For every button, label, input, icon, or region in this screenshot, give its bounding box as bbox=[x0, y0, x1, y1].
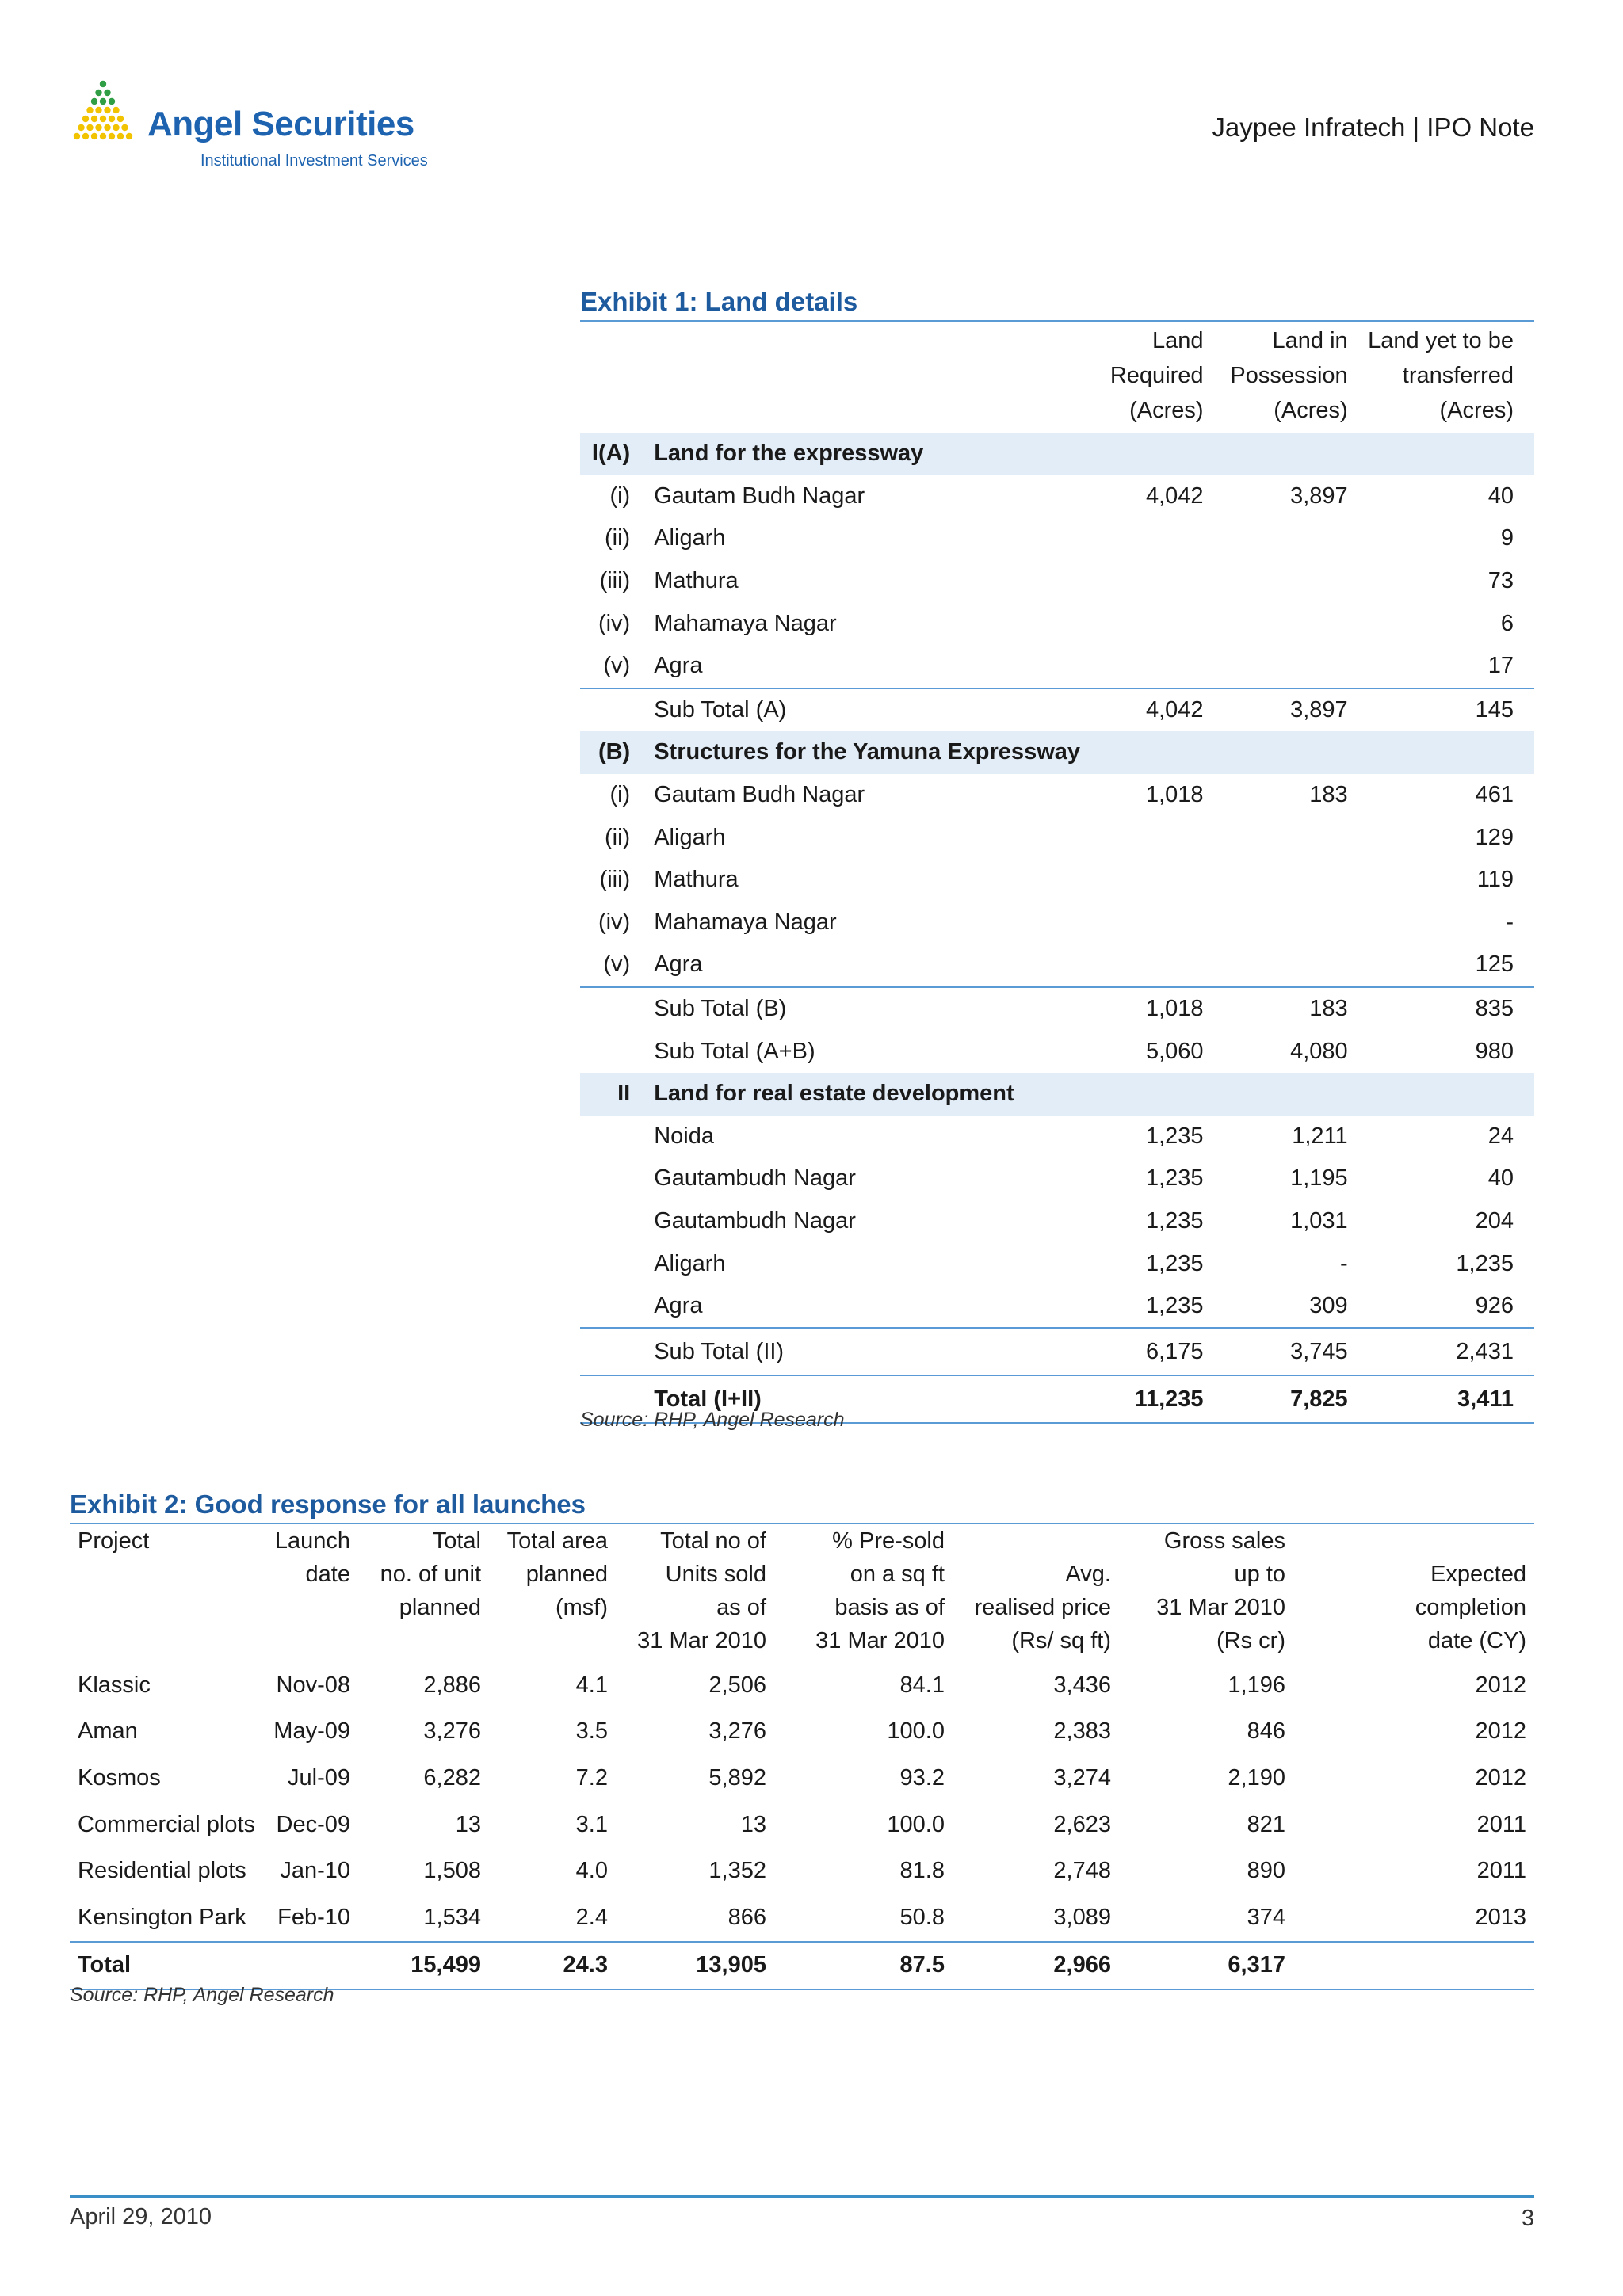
completion-date: 2012 bbox=[1475, 1672, 1526, 1698]
row-label: Agra bbox=[654, 653, 703, 679]
row-label: Land for the expressway bbox=[641, 433, 1080, 475]
row-index bbox=[580, 1285, 641, 1329]
project-name: Kensington Park bbox=[78, 1904, 246, 1930]
table-header-row bbox=[70, 1524, 1534, 1662]
land-possession-value bbox=[1209, 433, 1353, 475]
gross-sales: 374 bbox=[1247, 1904, 1285, 1930]
row-index bbox=[580, 987, 641, 1031]
exhibit1-source: Source: RHP, Angel Research bbox=[580, 1409, 845, 1431]
land-possession-value: 1,195 bbox=[1290, 1165, 1348, 1192]
completion-date bbox=[1293, 1942, 1534, 1990]
land-yet-value: 835 bbox=[1353, 987, 1534, 1031]
header-launch: Launch date bbox=[274, 1528, 350, 1587]
land-yet-value: 204 bbox=[1475, 1207, 1514, 1234]
row-label: Mahamaya Nagar bbox=[654, 610, 837, 636]
land-possession-value: 3,897 bbox=[1290, 482, 1348, 509]
area-planned: 4.1 bbox=[575, 1672, 608, 1698]
land-possession-value bbox=[1209, 560, 1353, 603]
land-possession-value: 3,897 bbox=[1209, 688, 1353, 732]
land-yet-value: - bbox=[1506, 909, 1514, 935]
land-yet-value: 129 bbox=[1475, 824, 1514, 850]
table-row bbox=[70, 1709, 1534, 1756]
land-yet-value: 40 bbox=[1487, 482, 1514, 509]
presold-percent: 100.0 bbox=[887, 1718, 945, 1745]
land-required-value bbox=[1080, 517, 1209, 560]
presold-percent: 81.8 bbox=[899, 1858, 945, 1884]
row-index: (B) bbox=[580, 731, 641, 774]
presold-percent: 100.0 bbox=[887, 1811, 945, 1837]
gross-sales: 890 bbox=[1247, 1858, 1285, 1884]
row-index: (i) bbox=[609, 482, 631, 509]
land-possession-value bbox=[1209, 517, 1353, 560]
land-yet-value: 24 bbox=[1487, 1123, 1514, 1149]
row-label: Structures for the Yamuna Expressway bbox=[641, 731, 1080, 774]
footer-date: April 29, 2010 bbox=[70, 2204, 212, 2229]
land-possession-value: 7,825 bbox=[1209, 1375, 1353, 1423]
completion-date: 2012 bbox=[1475, 1764, 1526, 1791]
row-index: (i) bbox=[609, 782, 631, 808]
land-possession-value: 1,211 bbox=[1292, 1123, 1348, 1149]
units-planned: 6,282 bbox=[423, 1764, 481, 1791]
launch-date: May-09 bbox=[273, 1718, 350, 1745]
presold-percent: 93.2 bbox=[899, 1764, 945, 1791]
units-planned: 3,276 bbox=[423, 1718, 481, 1745]
land-yet-value: 6 bbox=[1500, 610, 1514, 636]
avg-price: 3,436 bbox=[1053, 1672, 1111, 1698]
units-sold: 1,352 bbox=[708, 1858, 766, 1884]
page-number: 3 bbox=[1521, 2206, 1534, 2231]
gross-sales: 1,196 bbox=[1228, 1672, 1285, 1698]
presold-percent: 84.1 bbox=[899, 1672, 945, 1698]
row-index bbox=[580, 1030, 641, 1073]
row-index: (ii) bbox=[605, 525, 631, 551]
land-required-value: 1,235 bbox=[1145, 1250, 1204, 1276]
row-label: Mahamaya Nagar bbox=[654, 909, 837, 935]
area-planned: 24.3 bbox=[489, 1942, 616, 1990]
row-label: Agra bbox=[654, 1293, 703, 1319]
land-required-value: 1,018 bbox=[1145, 782, 1204, 808]
land-required-value: 6,175 bbox=[1080, 1328, 1209, 1375]
row-label: Aligarh bbox=[654, 1250, 726, 1276]
row-label: Gautambudh Nagar bbox=[654, 1207, 856, 1234]
row-label: Sub Total (B) bbox=[641, 987, 1080, 1031]
land-required-value: 1,235 bbox=[1145, 1123, 1204, 1149]
land-yet-value bbox=[1353, 433, 1534, 475]
land-required-value bbox=[1080, 902, 1209, 944]
launch-date: Feb-10 bbox=[277, 1904, 350, 1930]
units-sold: 13 bbox=[740, 1811, 766, 1837]
table-total-row bbox=[70, 1942, 1534, 1990]
row-index: (iv) bbox=[598, 909, 631, 935]
land-required-value: 1,235 bbox=[1145, 1165, 1204, 1192]
gross-sales: 821 bbox=[1247, 1811, 1285, 1837]
table-row bbox=[580, 1158, 1534, 1200]
header-completion: Expected completion date (CY) bbox=[1415, 1562, 1526, 1653]
table-row bbox=[580, 1116, 1534, 1158]
project-name: Total bbox=[70, 1942, 255, 1990]
units-planned: 1,534 bbox=[423, 1904, 481, 1930]
table-row bbox=[580, 1328, 1534, 1375]
row-label: Sub Total (A) bbox=[641, 688, 1080, 732]
table-row bbox=[580, 902, 1534, 944]
completion-date: 2013 bbox=[1475, 1904, 1526, 1930]
table-row bbox=[580, 688, 1534, 732]
table-row bbox=[70, 1802, 1534, 1848]
land-yet-value bbox=[1353, 731, 1534, 774]
presold-percent: 87.5 bbox=[774, 1942, 953, 1990]
units-sold: 3,276 bbox=[708, 1718, 766, 1745]
land-possession-value: 3,745 bbox=[1209, 1328, 1353, 1375]
row-index: (iv) bbox=[598, 610, 631, 636]
row-label: Sub Total (A+B) bbox=[654, 1038, 815, 1064]
header-units-sold: Total no of Units sold as of 31 Mar 2010 bbox=[637, 1528, 766, 1653]
land-possession-value: 1,031 bbox=[1290, 1207, 1348, 1234]
land-possession-value bbox=[1209, 731, 1353, 774]
land-required-value: 4,042 bbox=[1145, 482, 1204, 509]
row-label: Total (I+II) bbox=[641, 1375, 1080, 1423]
land-yet-value: 125 bbox=[1475, 952, 1514, 978]
completion-date: 2012 bbox=[1475, 1718, 1526, 1745]
project-name: Klassic bbox=[78, 1672, 151, 1698]
gross-sales: 6,317 bbox=[1119, 1942, 1293, 1990]
land-possession-value: - bbox=[1340, 1250, 1348, 1276]
land-yet-value bbox=[1353, 1073, 1534, 1116]
land-required-value bbox=[1080, 560, 1209, 603]
completion-date: 2011 bbox=[1476, 1811, 1526, 1837]
units-sold: 866 bbox=[727, 1904, 766, 1930]
table-row bbox=[580, 816, 1534, 859]
row-index: (v) bbox=[603, 952, 631, 978]
avg-price: 2,966 bbox=[953, 1942, 1119, 1990]
land-possession-value bbox=[1209, 816, 1353, 859]
land-required-value: 11,235 bbox=[1080, 1375, 1209, 1423]
land-possession-value: 4,080 bbox=[1290, 1038, 1348, 1064]
exhibit2-title: Exhibit 2: Good response for all launches bbox=[70, 1489, 586, 1519]
land-required-value bbox=[1080, 731, 1209, 774]
launches-table bbox=[70, 1523, 1534, 1990]
row-index: (v) bbox=[603, 653, 631, 679]
land-possession-value bbox=[1209, 645, 1353, 688]
land-yet-value: 3,411 bbox=[1353, 1375, 1534, 1423]
avg-price: 2,623 bbox=[1053, 1811, 1111, 1837]
row-index bbox=[580, 1116, 641, 1158]
land-yet-value: 40 bbox=[1487, 1165, 1514, 1192]
header-project: Project bbox=[78, 1528, 150, 1554]
footer-divider bbox=[70, 2195, 1534, 2198]
land-yet-value: 9 bbox=[1500, 525, 1514, 551]
table-row bbox=[70, 1755, 1534, 1802]
table-row bbox=[580, 645, 1534, 688]
units-sold: 2,506 bbox=[708, 1672, 766, 1698]
row-index bbox=[580, 688, 641, 732]
table-row bbox=[580, 433, 1534, 475]
row-label: Agra bbox=[654, 952, 703, 978]
header-land-yet: Land yet to be transferred (Acres) bbox=[1368, 328, 1514, 423]
land-yet-value: 461 bbox=[1475, 782, 1514, 808]
row-label: Aligarh bbox=[654, 525, 726, 551]
table-row bbox=[580, 475, 1534, 518]
row-index bbox=[580, 1242, 641, 1285]
units-sold: 5,892 bbox=[708, 1764, 766, 1791]
land-required-value bbox=[1080, 816, 1209, 859]
launch-date: Dec-09 bbox=[276, 1811, 350, 1837]
land-possession-value bbox=[1209, 1073, 1353, 1116]
land-possession-value bbox=[1209, 602, 1353, 645]
land-required-value: 4,042 bbox=[1080, 688, 1209, 732]
avg-price: 3,089 bbox=[1053, 1904, 1111, 1930]
row-index: (iii) bbox=[599, 568, 631, 594]
header-avg-price: Avg. realised price (Rs/ sq ft) bbox=[974, 1562, 1111, 1653]
row-index bbox=[580, 1200, 641, 1243]
land-possession-value: 183 bbox=[1309, 782, 1348, 808]
table-row bbox=[580, 560, 1534, 603]
row-label: Gautambudh Nagar bbox=[654, 1165, 856, 1192]
table-row bbox=[70, 1662, 1534, 1709]
land-yet-value: 2,431 bbox=[1353, 1328, 1534, 1375]
triangle-logo-icon bbox=[70, 79, 136, 146]
land-possession-value bbox=[1209, 902, 1353, 944]
land-required-value: 1,235 bbox=[1145, 1207, 1204, 1234]
table-row bbox=[580, 774, 1534, 817]
land-possession-value bbox=[1209, 944, 1353, 987]
land-yet-value: 1,235 bbox=[1456, 1250, 1514, 1276]
exhibit2-source: Source: RHP, Angel Research bbox=[70, 1984, 334, 2006]
area-planned: 2.4 bbox=[575, 1904, 608, 1930]
table-row bbox=[580, 1030, 1534, 1073]
area-planned: 4.0 bbox=[575, 1858, 608, 1884]
table-row bbox=[580, 1073, 1534, 1116]
completion-date: 2011 bbox=[1476, 1858, 1526, 1884]
row-index bbox=[580, 1328, 641, 1375]
brand-logo bbox=[70, 79, 482, 174]
area-planned: 3.5 bbox=[575, 1718, 608, 1745]
row-label: Aligarh bbox=[654, 824, 726, 850]
presold-percent: 50.8 bbox=[899, 1904, 945, 1930]
land-required-value bbox=[1080, 433, 1209, 475]
land-yet-value: 73 bbox=[1487, 568, 1514, 594]
project-name: Residential plots bbox=[78, 1858, 246, 1884]
row-label: Mathura bbox=[654, 867, 739, 893]
land-possession-value: 309 bbox=[1309, 1293, 1348, 1319]
land-required-value: 5,060 bbox=[1145, 1038, 1204, 1064]
table-row bbox=[580, 859, 1534, 902]
avg-price: 3,274 bbox=[1053, 1764, 1111, 1791]
land-required-value: 1,018 bbox=[1080, 987, 1209, 1031]
header-presold: % Pre-sold on a sq ft basis as of 31 Mar 2010 bbox=[815, 1528, 945, 1653]
gross-sales: 846 bbox=[1247, 1718, 1285, 1745]
header-gross-sales: Gross sales up to 31 Mar 2010 (Rs cr) bbox=[1156, 1528, 1285, 1653]
brand-name: Angel Securities bbox=[147, 105, 414, 143]
land-required-value bbox=[1080, 602, 1209, 645]
row-label: Gautam Budh Nagar bbox=[654, 782, 865, 808]
table-row bbox=[580, 1285, 1534, 1329]
units-planned: 1,508 bbox=[423, 1858, 481, 1884]
document-title: Jaypee Infratech | IPO Note bbox=[1212, 113, 1534, 142]
land-required-value bbox=[1080, 944, 1209, 987]
table-row bbox=[580, 987, 1534, 1031]
header-land-required: Land Required (Acres) bbox=[1109, 328, 1204, 423]
land-required-value bbox=[1080, 859, 1209, 902]
launch-date: Nov-08 bbox=[276, 1672, 350, 1698]
land-yet-value: 119 bbox=[1476, 867, 1514, 893]
row-label: Land for real estate development bbox=[641, 1073, 1080, 1116]
land-possession-value bbox=[1209, 859, 1353, 902]
exhibit1-title: Exhibit 1: Land details bbox=[580, 287, 858, 316]
header-total-units: Total no. of unit planned bbox=[380, 1528, 481, 1620]
units-planned: 2,886 bbox=[423, 1672, 481, 1698]
launch-date: Jan-10 bbox=[280, 1858, 350, 1884]
table-row bbox=[580, 1242, 1534, 1285]
avg-price: 2,383 bbox=[1053, 1718, 1111, 1745]
table-row bbox=[70, 1848, 1534, 1894]
row-index bbox=[580, 1158, 641, 1200]
row-index: II bbox=[580, 1073, 641, 1116]
land-yet-value: 926 bbox=[1475, 1293, 1514, 1319]
brand-subtitle: Institutional Investment Services bbox=[200, 152, 428, 170]
area-planned: 7.2 bbox=[575, 1764, 608, 1791]
land-yet-value: 17 bbox=[1487, 653, 1514, 679]
table-row bbox=[580, 602, 1534, 645]
table-row bbox=[70, 1894, 1534, 1942]
units-planned: 13 bbox=[455, 1811, 481, 1837]
gross-sales: 2,190 bbox=[1228, 1764, 1285, 1791]
land-required-value bbox=[1080, 1073, 1209, 1116]
area-planned: 3.1 bbox=[575, 1811, 608, 1837]
row-index: I(A) bbox=[580, 433, 641, 475]
launch-date bbox=[255, 1942, 358, 1990]
row-label: Mathura bbox=[654, 568, 739, 594]
table-row bbox=[580, 731, 1534, 774]
row-label: Sub Total (II) bbox=[641, 1328, 1080, 1375]
project-name: Commercial plots bbox=[78, 1811, 255, 1837]
land-possession-value: 183 bbox=[1209, 987, 1353, 1031]
land-yet-value: 145 bbox=[1353, 688, 1534, 732]
land-details-table bbox=[580, 320, 1534, 1424]
row-index: (iii) bbox=[599, 867, 631, 893]
header-land-possession: Land in Possession (Acres) bbox=[1230, 328, 1348, 423]
table-row bbox=[580, 517, 1534, 560]
row-label: Noida bbox=[654, 1123, 714, 1149]
header-total-area: Total area planned (msf) bbox=[506, 1528, 608, 1620]
project-name: Kosmos bbox=[78, 1764, 161, 1791]
land-yet-value: 980 bbox=[1475, 1038, 1514, 1064]
land-required-value: 1,235 bbox=[1145, 1293, 1204, 1319]
launch-date: Jul-09 bbox=[288, 1764, 350, 1791]
units-planned: 15,499 bbox=[358, 1942, 489, 1990]
table-row bbox=[580, 1200, 1534, 1243]
table-header-row bbox=[580, 321, 1534, 433]
units-sold: 13,905 bbox=[616, 1942, 774, 1990]
avg-price: 2,748 bbox=[1053, 1858, 1111, 1884]
land-required-value bbox=[1080, 645, 1209, 688]
table-row bbox=[580, 944, 1534, 987]
row-label: Gautam Budh Nagar bbox=[654, 482, 865, 509]
row-index: (ii) bbox=[605, 824, 631, 850]
project-name: Aman bbox=[78, 1718, 138, 1745]
